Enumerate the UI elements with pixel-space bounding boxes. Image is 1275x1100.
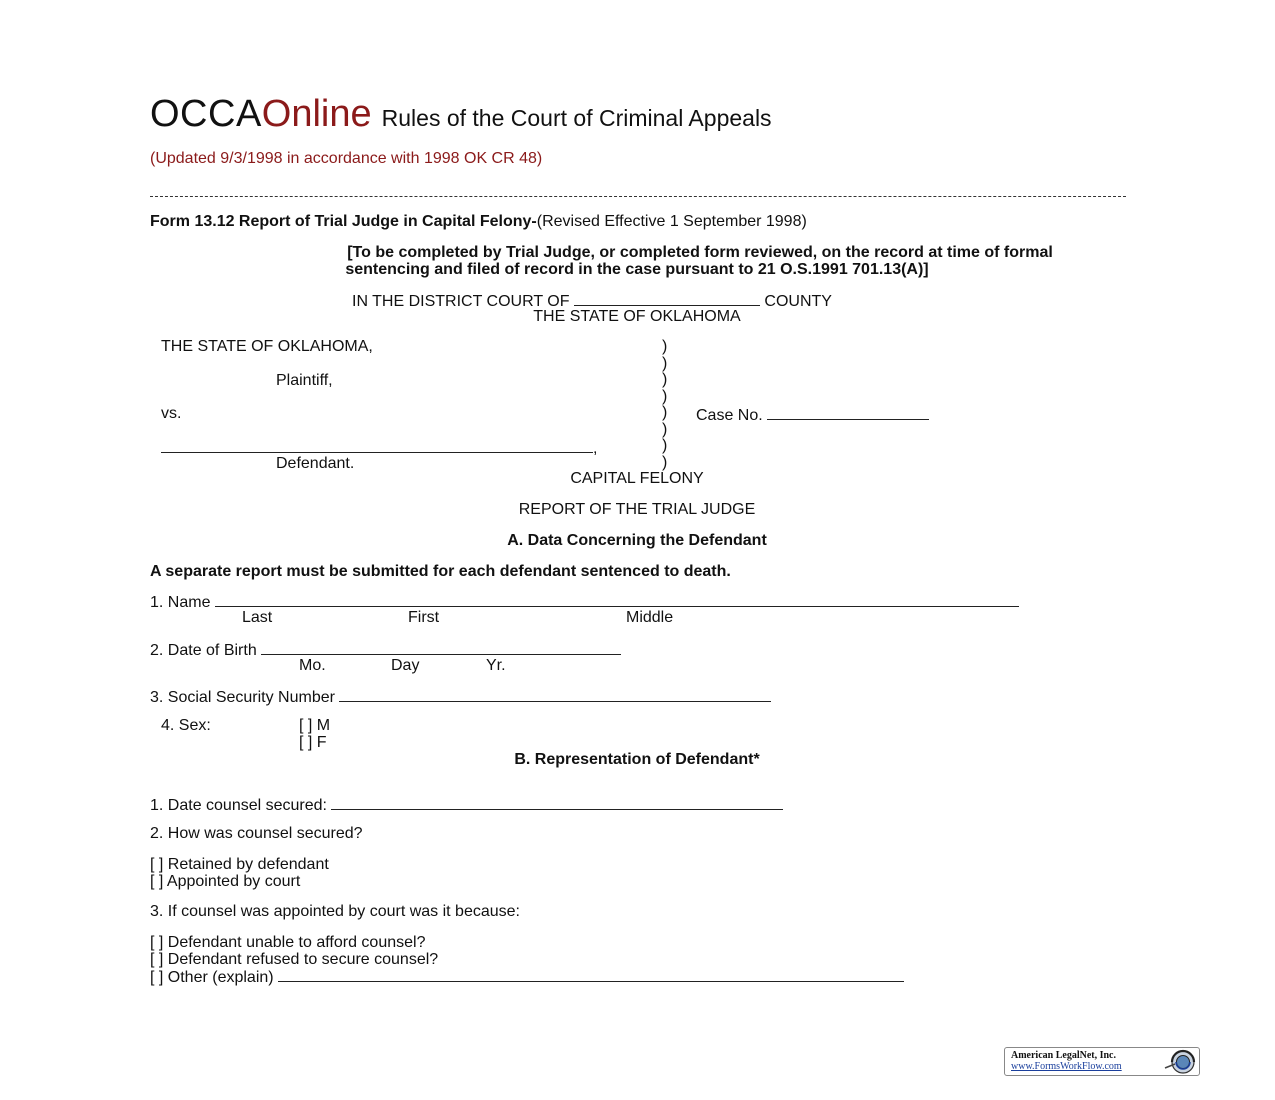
rules-title: Rules of the Court of Criminal Appeals — [381, 105, 772, 131]
form-heading-bold: Form 13.12 Report of Trial Judge in Capital Felony- — [150, 213, 537, 230]
case-no-label: Case No. — [696, 407, 763, 424]
name-middle: Middle — [626, 609, 674, 626]
appointed-reason-question: 3. If counsel was appointed by court was it because: — [150, 903, 520, 920]
updated-note: (Updated 9/3/1998 in accordance with 1998 OK CR 48) — [150, 150, 543, 167]
globe-icon — [1163, 1049, 1197, 1075]
name-row — [150, 592, 1019, 612]
sex-f-checkbox[interactable]: [ ] F — [299, 734, 327, 751]
page-title — [150, 93, 772, 136]
caption-state: THE STATE OF OKLAHOMA, — [161, 338, 373, 355]
paren: ) — [662, 387, 668, 405]
ssn-label: 3. Social Security Number — [150, 689, 335, 706]
appointed-checkbox[interactable]: [ ] Appointed by court — [150, 873, 301, 890]
caption-defendant: Defendant. — [276, 455, 355, 472]
refused-checkbox[interactable]: [ ] Defendant refused to secure counsel? — [150, 951, 439, 968]
section-a-heading: A. Data Concerning the Defendant — [507, 532, 767, 549]
paren: ) — [662, 453, 668, 471]
paren: ) — [662, 371, 668, 388]
counsel-date-label: 1. Date counsel secured: — [150, 797, 327, 814]
dob-mo: Mo. — [299, 657, 326, 674]
court-line-2: THE STATE OF OKLAHOMA — [533, 308, 741, 325]
ssn-row — [150, 687, 771, 707]
caption-plaintiff: Plaintiff, — [276, 372, 333, 389]
counsel-how-question: 2. How was counsel secured? — [150, 825, 363, 842]
name-input[interactable] — [215, 592, 1019, 607]
section-a-note: A separate report must be submitted for each defendant sentenced to death. — [150, 563, 731, 580]
defendant-comma: , — [593, 440, 598, 457]
report-title: REPORT OF THE TRIAL JUDGE — [518, 501, 756, 518]
logo-company: American LegalNet, Inc. — [1011, 1050, 1116, 1061]
section-b-heading: B. Representation of Defendant* — [514, 751, 760, 768]
ssn-input[interactable] — [339, 687, 771, 702]
retained-checkbox[interactable]: [ ] Retained by defendant — [150, 856, 329, 873]
name-label: 1. Name — [150, 594, 211, 611]
name-first: First — [408, 609, 440, 626]
capital-felony: CAPITAL FELONY — [570, 470, 704, 487]
form-heading — [150, 213, 807, 231]
sex-m-checkbox[interactable]: [ ] M — [299, 717, 331, 734]
paren: ) — [662, 404, 668, 421]
form-heading-revised: (Revised Effective 1 September 1998) — [536, 213, 807, 230]
case-number-line — [696, 405, 929, 425]
caption-parens — [662, 339, 667, 471]
brand-occa: OCCA — [150, 93, 262, 135]
paren: ) — [662, 420, 668, 438]
sex-label: 4. Sex: — [161, 717, 211, 734]
paren: ) — [662, 354, 668, 372]
instruction-line-1: [To be completed by Trial Judge, or completed form reviewed, on the record at time of formal — [347, 244, 1053, 261]
court-suffix: COUNTY — [764, 293, 832, 310]
paren: ) — [662, 338, 668, 355]
other-checkbox[interactable]: [ ] Other (explain) — [150, 969, 274, 986]
brand-online: Online — [261, 93, 372, 135]
divider — [150, 196, 1126, 197]
case-no-blank[interactable] — [767, 405, 929, 420]
american-legalnet-logo[interactable] — [1004, 1047, 1200, 1076]
county-blank[interactable] — [574, 291, 760, 306]
dob-row — [150, 640, 621, 660]
logo-url[interactable]: www.FormsWorkFlow.com — [1011, 1061, 1122, 1072]
counsel-date-input[interactable] — [331, 795, 783, 810]
counsel-date-row — [150, 795, 783, 815]
caption-vs: vs. — [161, 405, 182, 422]
defendant-blank[interactable] — [161, 438, 593, 453]
other-row — [150, 967, 904, 987]
other-explain-input[interactable] — [278, 967, 904, 982]
paren: ) — [662, 437, 668, 454]
defendant-name-line — [161, 438, 597, 458]
dob-label: 2. Date of Birth — [150, 642, 257, 659]
instruction-line-2: sentencing and filed of record in the case pursuant to 21 O.S.1991 701.13(A)] — [345, 261, 929, 278]
dob-yr: Yr. — [486, 657, 506, 674]
court-prefix: IN THE DISTRICT COURT OF — [352, 293, 570, 310]
dob-day: Day — [391, 657, 420, 674]
name-last: Last — [242, 609, 273, 626]
dob-input[interactable] — [261, 640, 621, 655]
unable-checkbox[interactable]: [ ] Defendant unable to afford counsel? — [150, 934, 426, 951]
